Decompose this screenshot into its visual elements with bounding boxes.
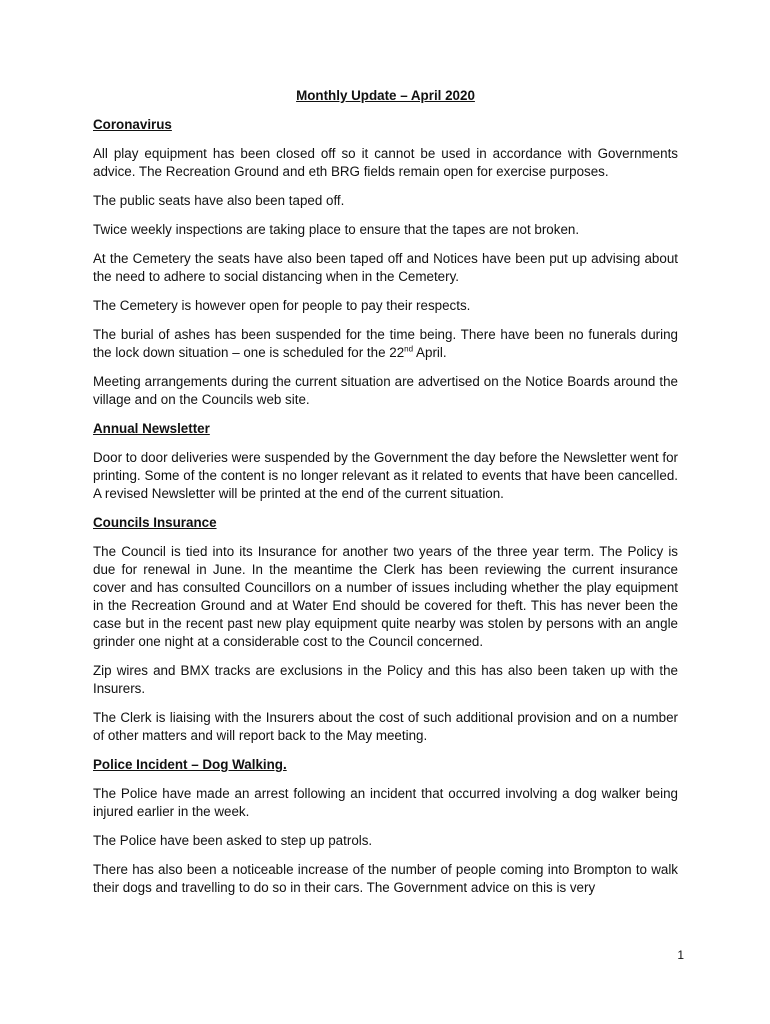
paragraph: Door to door deliveries were suspended by the Government the day before the Newsletter went for printing. Some of the content is no longer relevant as it related to events that have been cancelled. A revised Newsletter will be printed at the end of the current situation. [93,450,678,501]
page-title: Monthly Update – April 2020 [296,88,475,103]
paragraph: All play equipment has been closed off so it cannot be used in accordance with Governments advice. The Recreation Ground and eth BRG fields remain open for exercise purposes. [93,146,678,179]
paragraph: Meeting arrangements during the current situation are advertised on the Notice Boards around the village and on the Councils web site. [93,374,678,407]
paragraph-text: April. [413,345,447,360]
paragraph: The Council is tied into its Insurance for another two years of the three year term. The Policy is due for renewal in June. In the meantime the Clerk has been reviewing the current insurance cover and has consulted Councillors on a number of issues including whether the play equipment in the Recreation Ground and at Water End should be covered for theft. This has never been the case but in the recent past new play equipment quite nearby was stolen by persons with an angle grinder one night at a considerable cost to the Council concerned. [93,544,678,649]
section-heading-coronavirus: Coronavirus [93,117,172,132]
paragraph: Zip wires and BMX tracks are exclusions in the Policy and this has also been taken up with the Insurers. [93,663,678,696]
paragraph-text: The burial of ashes has been suspended for the time being. There have been no funerals during the lock down situation – one is scheduled for the 22 [93,327,678,360]
document-page [93,87,678,908]
section-heading-police: Police Incident – Dog Walking. [93,757,287,772]
ordinal-suffix: nd [404,344,414,354]
paragraph: The Police have been asked to step up patrols. [93,833,373,848]
section-heading-insurance: Councils Insurance [93,515,217,530]
paragraph: Twice weekly inspections are taking place to ensure that the tapes are not broken. [93,222,580,237]
paragraph-burial [93,326,678,362]
page-number: 1 [677,948,684,962]
paragraph: The Cemetery is however open for people to pay their respects. [93,298,471,313]
paragraph: At the Cemetery the seats have also been taped off and Notices have been put up advising about the need to adhere to social distancing when in the Cemetery. [93,251,678,284]
paragraph: The public seats have also been taped off. [93,193,345,208]
paragraph: There has also been a noticeable increase of the number of people coming into Brompton to walk their dogs and travelling to do so in their cars. The Government advice on this is very [93,862,678,895]
paragraph: The Clerk is liaising with the Insurers about the cost of such additional provision and on a number of other matters and will report back to the May meeting. [93,710,678,743]
section-heading-newsletter: Annual Newsletter [93,421,210,436]
paragraph: The Police have made an arrest following an incident that occurred involving a dog walker being injured earlier in the week. [93,786,678,819]
